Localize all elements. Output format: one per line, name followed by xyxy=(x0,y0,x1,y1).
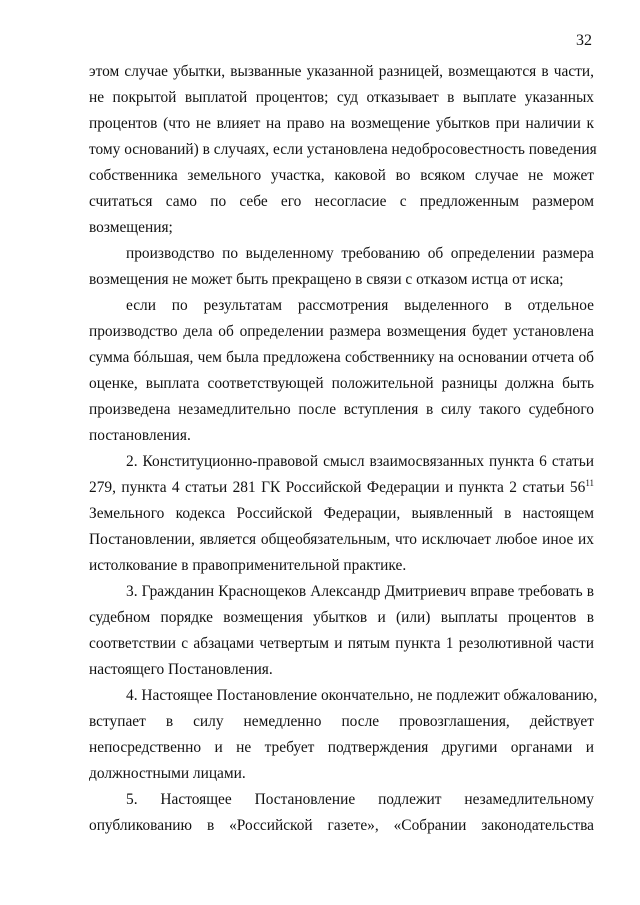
page-number: 32 xyxy=(576,32,592,49)
text-line: считаться само по себе его несогласие с предложенным размером xyxy=(89,193,594,210)
text-line: судебном порядке возмещения убытков и (или) выплаты процентов в xyxy=(89,609,594,626)
text-line: должностными лицами. xyxy=(89,765,246,782)
text-line: не покрытой выплатой процентов; суд отказывает в выплате указанных xyxy=(89,89,594,106)
text-line: Постановлении, является общеобязательным, что исключает любое иное их xyxy=(89,531,594,548)
paragraph-first-line: 3. Гражданин Краснощеков Александр Дмитриевич вправе требовать в xyxy=(126,583,594,600)
text-line: этом случае убытки, вызванные указанной разницей, возмещаются в части, xyxy=(89,63,594,80)
text-line: соответствии с абзацами четвертым и пятым пункта 1 резолютивной части xyxy=(89,635,594,652)
paragraph-first-line: если по результатам рассмотрения выделенного в отдельное xyxy=(126,297,594,314)
text-line: возмещения не может быть прекращено в связи с отказом истца от иска; xyxy=(89,271,564,288)
text-line: тому оснований) в случаях, если установлена недобросовестность поведения xyxy=(89,141,597,158)
paragraph-first-line: производство по выделенному требованию об определении размера xyxy=(126,245,594,262)
text-line: Земельного кодекса Российской Федерации, выявленный в настоящем xyxy=(89,505,594,522)
paragraph-first-line: 4. Настоящее Постановление окончательно, не подлежит обжалованию, xyxy=(126,687,598,704)
text-line: вступает в силу немедленно после провозглашения, действует xyxy=(89,713,594,730)
text-line: производство дела об определении размера возмещения будет установлена xyxy=(89,323,594,340)
text-line: настоящего Постановления. xyxy=(89,661,273,678)
text-line: опубликованию в «Российской газете», «Собрании законодательства xyxy=(89,817,594,834)
text-line: сумма бóльшая, чем была предложена собственнику на основании отчета об xyxy=(89,349,594,366)
paragraph-first-line: 5. Настоящее Постановление подлежит незамедлительному xyxy=(126,791,594,808)
text-line: оценке, выплата соответствующей положительной разницы должна быть xyxy=(89,375,594,392)
paragraph-first-line: 2. Конституционно-правовой смысл взаимосвязанных пункта 6 статьи xyxy=(126,453,594,470)
text-line: собственника земельного участка, каковой во всяком случае не может xyxy=(89,167,594,184)
text-line: истолкование в правоприменительной практике. xyxy=(89,557,407,574)
text-line-content: 279, пункта 4 статьи 281 ГК Российской Федерации и пункта 2 статьи 56 xyxy=(89,479,586,496)
text-line: процентов (что не влияет на право на возмещение убытков при наличии к xyxy=(89,115,594,132)
text-line: возмещения; xyxy=(89,219,173,236)
text-line: непосредственно и не требует подтверждения другими органами и xyxy=(89,739,594,756)
text-line: постановления. xyxy=(89,427,191,444)
text-line: произведена незамедлительно после вступления в силу такого судебного xyxy=(89,401,594,418)
superscript: 11 xyxy=(585,478,594,488)
text-line xyxy=(89,476,594,500)
